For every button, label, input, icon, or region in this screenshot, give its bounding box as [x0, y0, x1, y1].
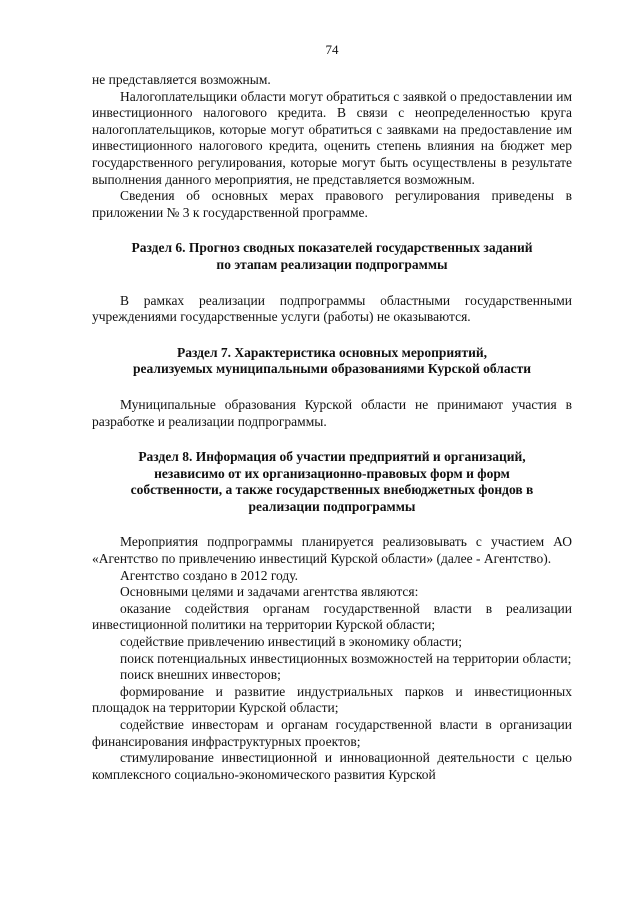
section8-heading-line: независимо от их организационно-правовых форм и форм	[154, 465, 510, 481]
section7-text: Муниципальные образования Курской области не принимают участия в разработке и реализации подпрограммы.	[92, 396, 572, 429]
section6-heading-line: Раздел 6. Прогноз сводных показателей государственных заданий	[131, 240, 533, 256]
list-item: содействие привлечению инвестиций в экономику области;	[120, 634, 463, 650]
section8-body	[92, 534, 572, 783]
list-item: содействие инвесторам и органам государственной власти в организации финансирования инфраструктурных проектов;	[92, 717, 572, 749]
section7-heading	[92, 345, 572, 378]
intro-paragraph-3: Сведения об основных мерах правового регулирования приведены в приложении № 3 к государственной программе.	[92, 188, 572, 220]
section8-paragraph: Агентство создано в 2012 году.	[120, 567, 299, 583]
page-number: 74	[325, 42, 339, 57]
intro-paragraph-2: Налогоплательщики области могут обратиться с заявкой о предоставлении им инвестиционного налогового кредита. В связи с неопределенностью круга налогоплательщиков, которые могут обратиться с заявками на предоставление им инвестиционного налогового кредита, оценить степень влияния на бюджет мер государственного регулирования, которые могут быть осуществлены в результате выполнения данного мероприятия, не представляется возможным.	[92, 88, 572, 187]
list-item: оказание содействия органам государственной власти в реализации инвестиционной политики на территории Курской области;	[92, 600, 572, 633]
list-item: формирование и развитие индустриальных парков и инвестиционных площадок на территории Курской области;	[92, 683, 572, 716]
list-item: стимулирование инвестиционной и инновационной деятельности с целью комплексного социально-экономического развития Курской	[92, 750, 572, 782]
section8-paragraph: Мероприятия подпрограммы планируется реализовывать с участием АО «Агентство по привлечению инвестиций Курской области» (далее - Агентство).	[92, 534, 572, 567]
section6-heading-line: по этапам реализации подпрограммы	[216, 256, 448, 272]
section7-heading-line: реализуемых муниципальными образованиями Курской области	[133, 361, 531, 377]
list-item: поиск внешних инвесторов;	[120, 667, 281, 683]
section6-heading	[92, 240, 572, 273]
intro-block	[92, 72, 572, 221]
section8-heading-line: собственности, а также государственных внебюджетных фондов в	[130, 482, 534, 498]
section6-text: В рамках реализации подпрограммы областными государственными учреждениями государственные услуги (работы) не оказываются.	[92, 292, 572, 325]
section8-heading-line: Раздел 8. Информация об участии предприятий и организаций,	[138, 449, 526, 465]
list-item: поиск потенциальных инвестиционных возможностей на территории области;	[120, 650, 572, 666]
section8-paragraph: Основными целями и задачами агентства являются:	[120, 584, 419, 600]
section8-heading-line: реализации подпрограммы	[248, 498, 416, 514]
section8-heading	[92, 449, 572, 515]
section7-heading-line: Раздел 7. Характеристика основных мероприятий,	[176, 344, 488, 360]
intro-paragraph-1: не представляется возможным.	[92, 72, 271, 87]
